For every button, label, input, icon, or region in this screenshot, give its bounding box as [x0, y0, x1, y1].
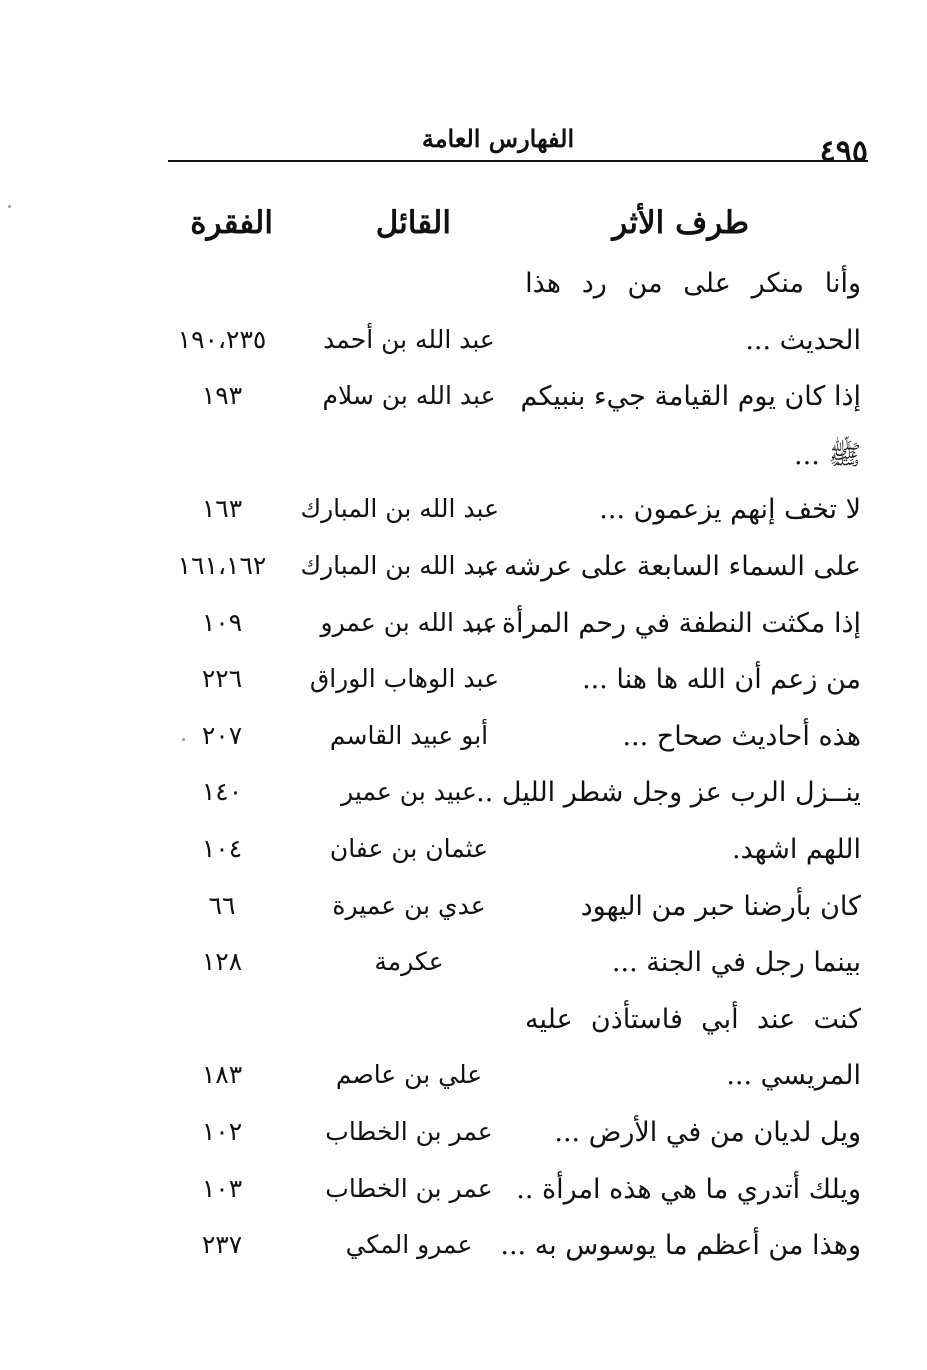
paragraph-cell: ١٨٣	[201, 1060, 243, 1089]
paragraph-cell: ١٠٩	[201, 608, 243, 637]
phrase-cell: الحديث ...	[745, 325, 861, 356]
paragraph-cell: ١٠٤	[201, 834, 243, 863]
phrase-word: كنت	[813, 1004, 861, 1035]
index-row	[0, 664, 927, 720]
page-number: ٤٩٥	[819, 134, 868, 169]
sayer-cell: عبد الوهاب الوراق	[309, 664, 499, 693]
index-row	[0, 438, 927, 494]
paragraph-cell: ١٢٨	[201, 947, 243, 976]
sayer-cell: عدي بن عميرة	[332, 891, 486, 920]
phrase-cell: كان بأرضنا حبر من اليهود	[580, 891, 861, 922]
phrase-word: على	[683, 268, 731, 299]
index-row	[0, 1117, 927, 1173]
index-row	[0, 891, 927, 947]
phrase-cell: بينما رجل في الجنة ...	[611, 947, 861, 978]
phrase-word: منكر	[751, 268, 804, 299]
phrase-cell: ينــزل الرب عز وجل شطر الليل ..	[476, 777, 861, 808]
phrase-word: فاستأذن	[590, 1004, 683, 1035]
phrase-word: وأنا	[824, 268, 861, 299]
paragraph-cell: ١٩٠،٢٣٥	[177, 325, 267, 354]
paragraph-cell: ٢٣٧	[201, 1230, 243, 1259]
paragraph-cell: ١٠٢	[201, 1117, 243, 1146]
paragraph-cell: ١٤٠	[201, 777, 243, 806]
index-row	[0, 947, 927, 1003]
paragraph-cell: ٢٢٦	[201, 664, 243, 693]
phrase-cell: ﷺ ...	[794, 440, 861, 471]
index-row	[0, 1060, 927, 1116]
column-header-sayer: القائل	[375, 205, 451, 241]
sayer-cell: علي بن عاصم	[335, 1060, 483, 1089]
sayer-cell: أبو عبيد القاسم	[329, 721, 489, 750]
paragraph-cell: ١٩٣	[201, 381, 243, 410]
phrase-cell	[525, 268, 861, 299]
index-row	[0, 777, 927, 833]
index-row	[0, 325, 927, 381]
phrase-word: من	[627, 268, 663, 299]
phrase-word: عليه	[525, 1004, 573, 1035]
paragraph-cell: ١٦١،١٦٢	[177, 551, 267, 580]
paragraph-cell: ١٠٣	[201, 1174, 243, 1203]
index-row	[0, 494, 927, 550]
sayer-cell: عثمان بن عفان	[329, 834, 489, 863]
sayer-cell: عمرو المكي	[345, 1230, 473, 1259]
phrase-word: هذا	[525, 268, 561, 299]
margin-speck	[8, 205, 11, 208]
paragraph-cell: ٢٠٧	[201, 721, 243, 750]
column-header-paragraph: الفقرة	[190, 205, 273, 241]
paragraph-cell: ١٦٣	[201, 494, 243, 523]
phrase-word: رد	[581, 268, 607, 299]
index-row	[0, 721, 927, 777]
phrase-cell	[525, 1004, 861, 1035]
phrase-cell: ويل لديان من في الأرض ...	[554, 1117, 861, 1148]
running-title: الفهارس العامة	[421, 124, 575, 153]
phrase-cell: على السماء السابعة على عرشه ..	[478, 551, 861, 582]
phrase-word: أبي	[701, 1004, 739, 1035]
index-row	[0, 381, 927, 437]
index-row	[0, 1004, 927, 1060]
sayer-cell: عبد الله بن عمرو	[320, 608, 498, 637]
phrase-cell: وهذا من أعظم ما يوسوس به ...	[500, 1230, 861, 1261]
page-header	[168, 120, 868, 169]
sayer-cell: عمر بن الخطاب	[325, 1174, 493, 1203]
column-header-phrase: طرف الأثر	[612, 205, 749, 241]
phrase-word: عند	[756, 1004, 796, 1035]
sayer-cell: عبد الله بن أحمد	[323, 325, 495, 354]
sayer-cell: عبيد بن عمير	[341, 777, 477, 806]
sayer-cell: عبد الله بن المبارك	[300, 551, 499, 580]
margin-speck	[182, 738, 185, 741]
sayer-cell: عبد الله بن المبارك	[300, 494, 499, 523]
index-row	[0, 1230, 927, 1286]
phrase-cell: هذه أحاديث صحاح ...	[622, 721, 861, 752]
phrase-cell: اللهم اشهد.	[732, 834, 861, 865]
phrase-cell: من زعم أن الله ها هنا ...	[582, 664, 861, 695]
index-row	[0, 268, 927, 324]
phrase-cell: إذا مكثت النطفة في رحم المرأة ...	[467, 608, 861, 639]
header-rule	[168, 160, 868, 162]
index-row	[0, 551, 927, 607]
index-row	[0, 608, 927, 664]
sayer-cell: عبد الله بن سلام	[322, 381, 496, 410]
phrase-cell: ويلك أتدري ما هي هذه امرأة ..	[516, 1174, 861, 1205]
paragraph-cell: ٦٦	[208, 891, 236, 920]
phrase-cell: المريسي ...	[726, 1060, 861, 1091]
sayer-cell: عمر بن الخطاب	[325, 1117, 493, 1146]
phrase-cell: إذا كان يوم القيامة جيء بنبيكم	[520, 381, 861, 412]
sayer-cell: عكرمة	[374, 947, 444, 976]
phrase-cell: لا تخف إنهم يزعمون ...	[599, 494, 861, 525]
index-row	[0, 834, 927, 890]
index-row	[0, 1174, 927, 1230]
